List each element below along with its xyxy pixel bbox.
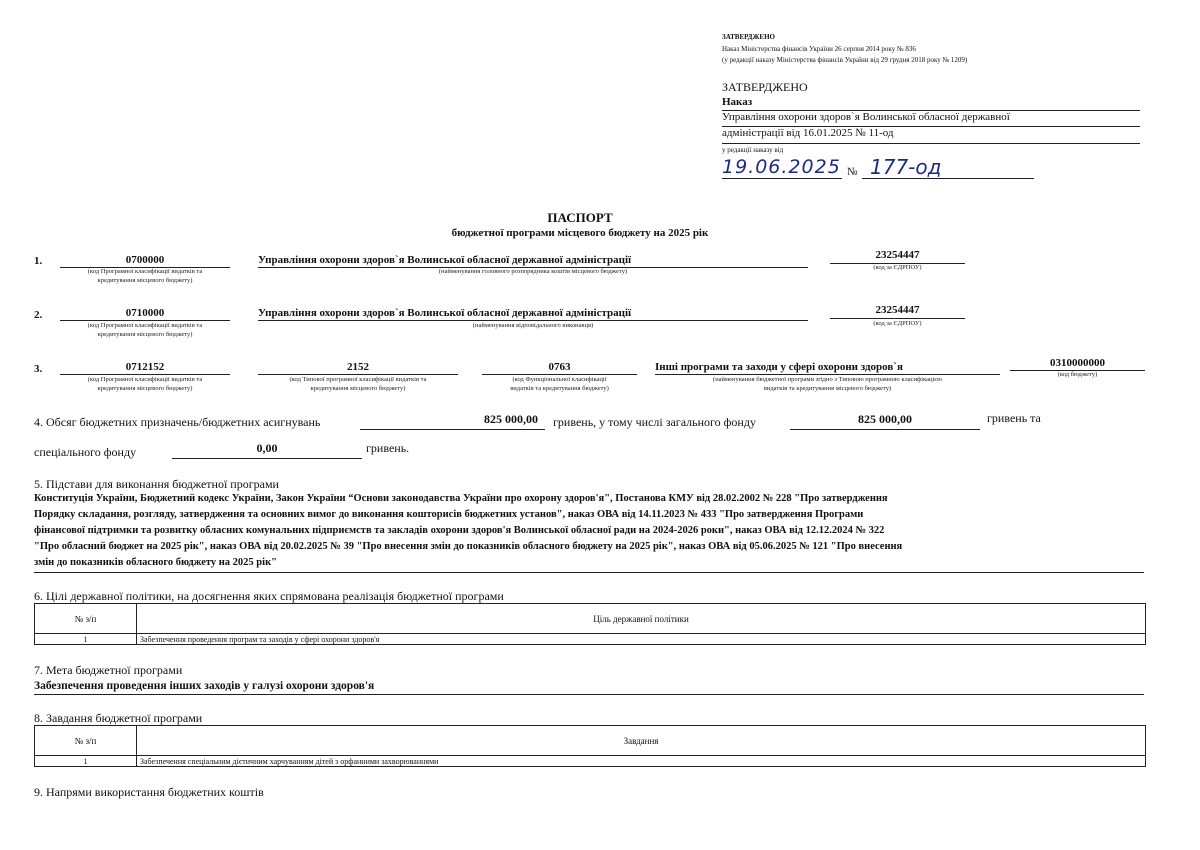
row2-code-caption1: (код Програмної класифікації видатків та bbox=[87, 322, 203, 329]
section8-col-num: № з/п bbox=[35, 726, 137, 756]
table-row bbox=[35, 634, 1146, 645]
row2-code-caption2: кредитування місцевого бюджету) bbox=[97, 331, 193, 338]
section4-special-tail: гривень. bbox=[366, 441, 410, 455]
row1-edrpou-caption: (код за ЄДРПОУ) bbox=[873, 264, 922, 271]
section4-special-label: спеціального фонду bbox=[34, 445, 137, 459]
row3-num: 3. bbox=[34, 363, 43, 375]
section6-col-num: № з/п bbox=[35, 604, 137, 634]
approval-order-title: ЗАТВЕРДЖЕНО bbox=[722, 80, 808, 94]
revision-date: 19.06.2025 bbox=[722, 156, 841, 178]
table-row bbox=[35, 756, 1146, 767]
section6-row1-num: 1 bbox=[35, 634, 137, 645]
row3-typical: 2152 bbox=[347, 361, 369, 373]
approval-top-line1: Наказ Міністерства фінансів України 26 серпня 2014 року № 836 bbox=[722, 45, 916, 53]
section5-line-2: Порядку складання, розгляду, затвердження та основних вимог до виконання кошторисів бюджетних установ", наказ ОВА від 14.11.2023 № 433 "Про затвердження Програми bbox=[34, 509, 864, 520]
row3-functional: 0763 bbox=[548, 361, 571, 373]
section5-line-3: фінансової підтримки та розвитку обласних комунальних підприємств та закладів охорони здоров'я Волинської обласної ради на 2024-2026 роки", наказ ОВА від 12.12.2024 № 322 bbox=[34, 525, 885, 536]
row2-code: 0710000 bbox=[125, 307, 165, 319]
row3-functional-caption2: видатків та кредитування бюджету) bbox=[510, 385, 609, 392]
section5-line-1: Конституція України, Бюджетний кодекс України, Закон України “Основи законодавства України про охорону здоров'я", Постанова КМУ від 28.02.2002 № 228 "Про затвердження bbox=[34, 493, 888, 504]
row3-program-caption2: видатків та кредитування місцевого бюджету) bbox=[763, 385, 892, 392]
row1-name-caption: (найменування головного розпорядника коштів місцевого бюджету) bbox=[438, 268, 628, 275]
section6-table bbox=[34, 603, 1146, 645]
row3-typical-caption1: (код Типової програмної класифікації видатків та bbox=[289, 376, 427, 383]
row2-name: Управління охорони здоров`я Волинської обласної державної адміністрації bbox=[258, 307, 632, 319]
section8-title: 8. Завдання бюджетної програми bbox=[34, 711, 203, 725]
section8-row1-num: 1 bbox=[35, 756, 137, 767]
row2-num: 2. bbox=[34, 309, 43, 321]
section9-title: 9. Напрями використання бюджетних коштів bbox=[34, 785, 264, 799]
row3-functional-caption1: (код Функціональної класифікації bbox=[512, 376, 607, 383]
section8-col-task: Завдання bbox=[137, 726, 1146, 756]
row2-edrpou-caption: (код за ЄДРПОУ) bbox=[873, 320, 922, 327]
revision-number: 177-од bbox=[870, 155, 942, 179]
section6-title: 6. Цілі державної політики, на досягнення яких спрямована реалізація бюджетної програми bbox=[34, 589, 504, 603]
row1-code-caption2: кредитування місцевого бюджету) bbox=[97, 277, 193, 284]
row3-program-caption1: (найменування бюджетної програми згідно з Типовою програмною класифікацією bbox=[713, 376, 942, 383]
row1-name: Управління охорони здоров`я Волинської обласної державної адміністрації bbox=[258, 254, 632, 266]
approval-issuer-line1: Управління охорони здоров`я Волинської обласної державної bbox=[722, 111, 1010, 123]
approval-order-label: Наказ bbox=[722, 96, 753, 108]
revision-label: у редакції наказу від bbox=[722, 146, 784, 154]
row2-edrpou: 23254447 bbox=[875, 304, 920, 316]
section8-row1-text: Забезпечення спеціальним дієтичним харчуванням дітей з орфанними захворюваннями bbox=[137, 756, 1146, 767]
section5-text bbox=[34, 491, 1144, 571]
row1-code: 0700000 bbox=[125, 254, 165, 266]
row3-program: Інші програми та заходи у сфері охорони здоров`я bbox=[655, 361, 903, 373]
row3-code-caption2: кредитування місцевого бюджету) bbox=[97, 385, 193, 392]
row3-code: 0712152 bbox=[125, 361, 165, 373]
number-sign: № bbox=[847, 166, 858, 178]
section4-general: 825 000,00 bbox=[858, 412, 912, 426]
row3-typical-caption2: кредитування місцевого бюджету) bbox=[310, 385, 406, 392]
row2-name-caption: (найменування відповідального виконавця) bbox=[472, 322, 594, 329]
row3-code-caption1: (код Програмної класифікації видатків та bbox=[87, 376, 203, 383]
section5-title: 5. Підстави для виконання бюджетної програми bbox=[34, 477, 279, 491]
row1-num: 1. bbox=[34, 255, 43, 267]
section4-special: 0,00 bbox=[256, 441, 278, 455]
section6-col-goal: Ціль державної політики bbox=[137, 604, 1146, 634]
section5-line-4: "Про обласний бюджет на 2025 рік", наказ ОВА від 20.02.2025 № 39 "Про внесення змін до показників обласного бюджету на 2025 рік", наказ ОВА від 05.06.2025 № 121 "Про внесення bbox=[34, 541, 903, 552]
approval-top-title: ЗАТВЕРДЖЕНО bbox=[722, 33, 775, 41]
row1-code-caption1: (код Програмної класифікації видатків та bbox=[87, 268, 203, 275]
row3-budget-caption: (код бюджету) bbox=[1057, 371, 1098, 378]
section7-text: Забезпечення проведення інших заходів у галузі охорони здоров'я bbox=[34, 680, 375, 692]
row1-edrpou: 23254447 bbox=[875, 249, 920, 261]
approval-issuer-line2: адміністрації від 16.01.2025 № 11-од bbox=[722, 127, 894, 139]
section4-tail: гривень та bbox=[987, 411, 1041, 425]
approval-top-line2: (у редакції наказу Міністерства фінансів України від 29 грудня 2018 року № 1209) bbox=[722, 56, 968, 64]
section8-table bbox=[34, 725, 1146, 767]
section4-total: 825 000,00 bbox=[484, 412, 538, 426]
section5-line-5: змін до показників обласного бюджету на 2025 рік" bbox=[34, 557, 277, 568]
section7-title: 7. Мета бюджетної програми bbox=[34, 663, 183, 677]
section6-row1-text: Забезпечення проведення програм та заходів у сфері охорони здоров'я bbox=[137, 634, 1146, 645]
section4-label: 4. Обсяг бюджетних призначень/бюджетних асигнувань bbox=[34, 415, 321, 429]
row3-budget-code: 0310000000 bbox=[1050, 357, 1105, 369]
page-subtitle: бюджетної програми місцевого бюджету на 2025 рік bbox=[451, 227, 709, 239]
section4-mid: гривень, у тому числі загального фонду bbox=[553, 415, 756, 429]
page-title: ПАСПОРТ bbox=[547, 210, 613, 225]
